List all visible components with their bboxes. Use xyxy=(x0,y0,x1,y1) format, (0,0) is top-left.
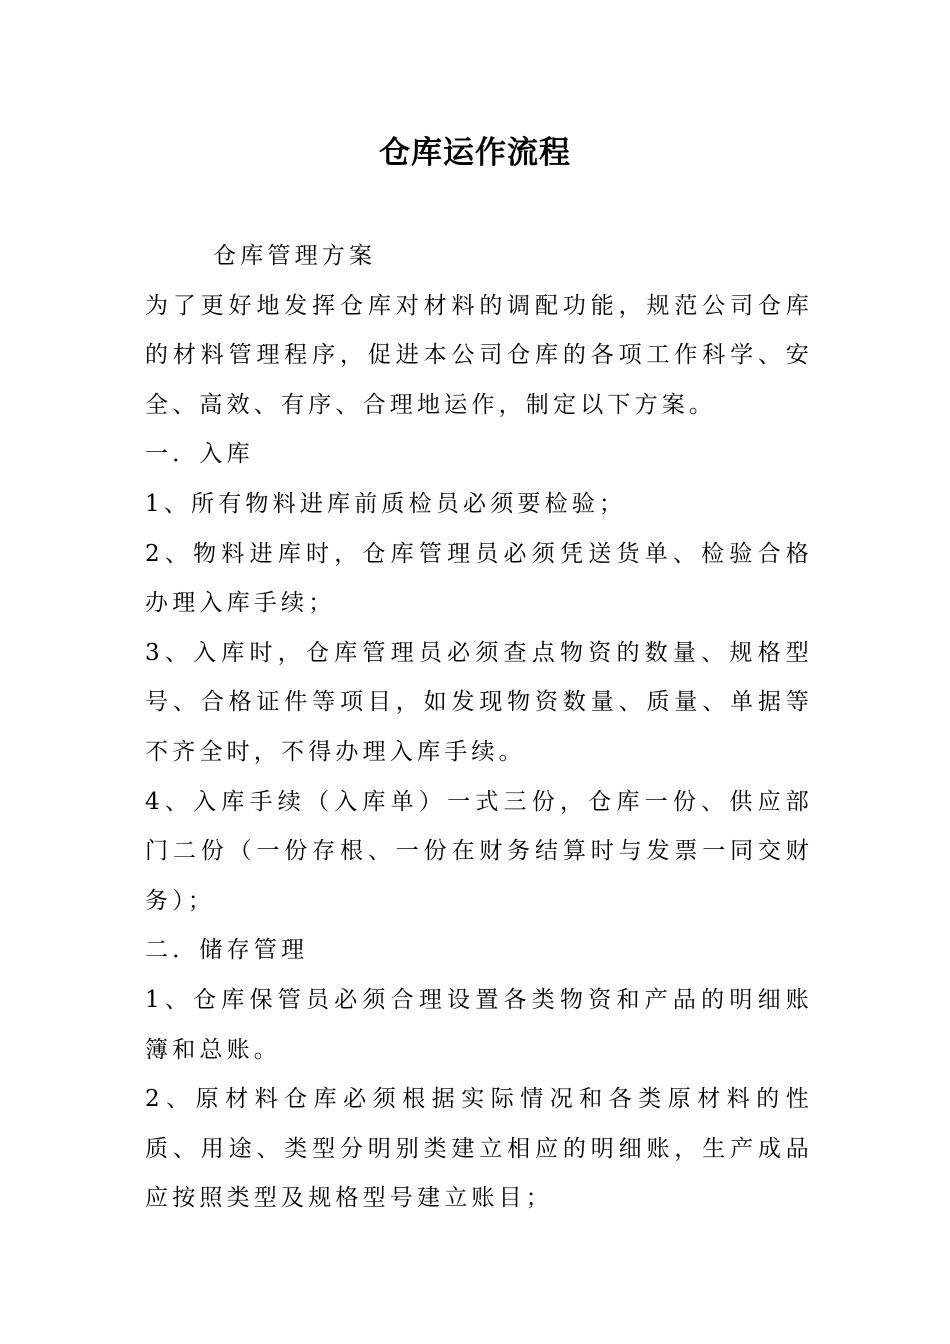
document-title: 仓库运作流程 xyxy=(379,135,571,171)
inbound-item-3: 3、入库时，仓库管理员必须查点物资的数量、规格型号、合格证件等项目，如发现物资数量、质量、单据等不齐全时，不得办理入库手续。 xyxy=(145,639,813,765)
inbound-item-1: 1、所有物料进库前质检员必须要检验； xyxy=(145,490,627,517)
inbound-item-2: 2、物料进库时，仓库管理员必须凭送货单、检验合格办理入库手续； xyxy=(145,540,813,617)
section-heading-inbound: 一．入库 xyxy=(145,441,254,468)
document-body xyxy=(145,232,813,1224)
section-heading-plan: 仓库管理方案 xyxy=(213,243,377,269)
storage-item-2: 2、原材料仓库必须根据实际情况和各类原材料的性质、用途、类型分明别类建立相应的明细账，生产成品应按照类型及规格型号建立账目； xyxy=(145,1086,813,1212)
inbound-item-4: 4、入库手续（入库单）一式三份，仓库一份、供应部门二份（一份存根、一份在财务结算时与发票一同交财务）； xyxy=(145,788,813,914)
intro-paragraph: 为了更好地发挥仓库对材料的调配功能，规范公司仓库的材料管理程序，促进本公司仓库的各项工作科学、安全、高效、有序、合理地运作，制定以下方案。 xyxy=(145,292,813,418)
storage-item-1: 1、仓库保管员必须合理设置各类物资和产品的明细账簿和总账。 xyxy=(145,986,813,1063)
section-heading-storage: 二．储存管理 xyxy=(145,937,309,964)
